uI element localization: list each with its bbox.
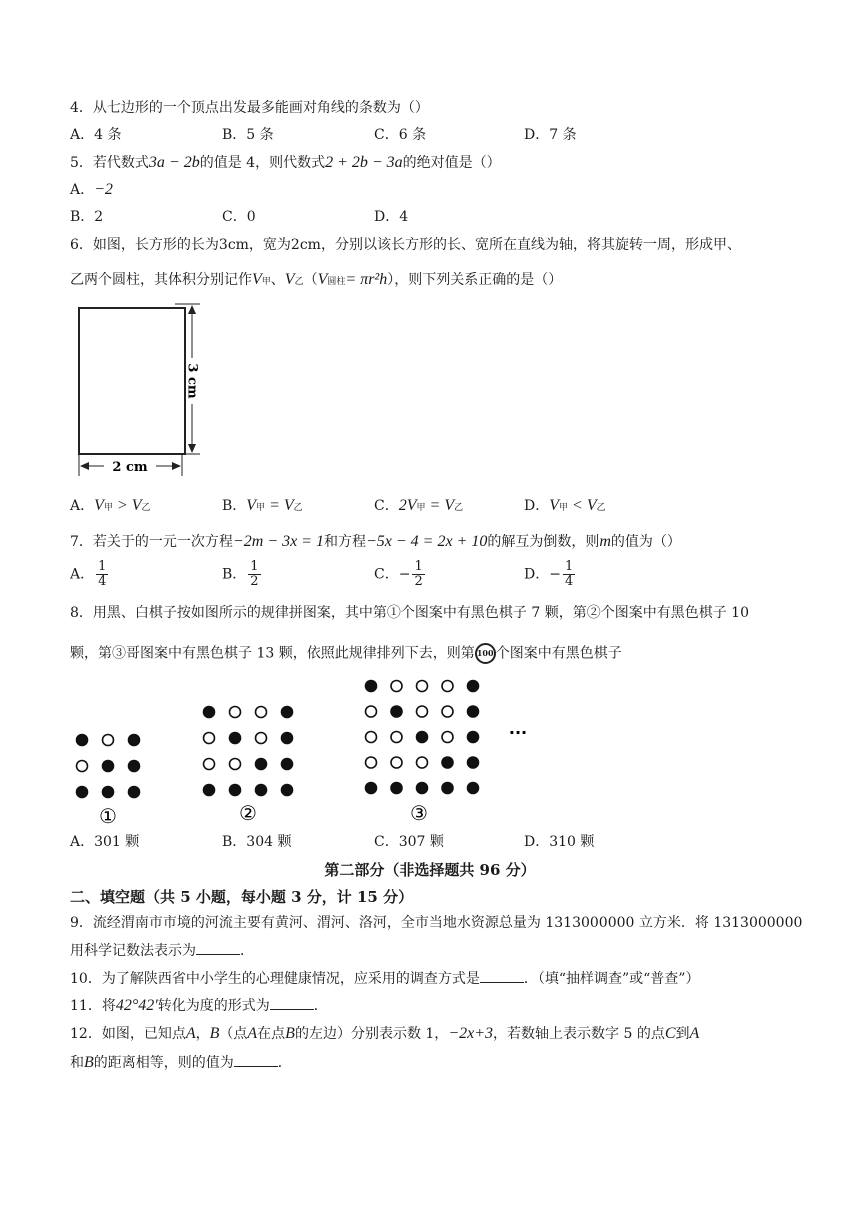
q5-option-a: A．−2 [70,181,113,198]
pattern-label-2: ② [239,801,257,825]
black-stone [256,785,267,796]
q8-option-b: B．304 颗 [222,834,292,850]
q11-answer-blank[interactable] [270,995,314,1010]
black-stone [129,735,140,746]
black-stone [256,759,267,770]
black-stone [468,732,479,743]
white-stone [103,735,114,746]
black-stone [366,783,377,794]
black-stone [282,733,293,744]
white-stone [442,706,453,717]
white-stone [204,759,215,770]
white-stone [391,757,402,768]
black-stone [77,787,88,798]
q9-line1: 9．流经渭南市市境的河流主要有黄河、渭河、洛河，全市当地水资源总量为 1313000000 立方米．将 1313000000 [70,915,803,931]
white-stone [256,707,267,718]
q7-option-d: D．− $\frac{1}{4}$ [524,559,574,589]
q8-option-c: C．307 颗 [374,834,444,850]
pattern-3 [366,681,479,794]
black-stone [468,783,479,794]
black-stone [468,757,479,768]
q6-option-b: B．V甲 = V乙 [222,497,303,514]
black-stone [366,681,377,692]
black-stone [391,706,402,717]
q4-option-d: D．7 条 [524,127,577,143]
part2-title: 第二部分（非选择题共 96 分） [324,861,536,879]
pattern-1 [77,735,140,798]
white-stone [366,706,377,717]
q7-stem: 7．若关于的一元一次方程−2m − 3x = 1和方程−5x − 4 = 2x + 10的解互为倒数，则m的值为（） [70,533,681,550]
pattern-label-1: ① [99,804,117,828]
black-stone [442,757,453,768]
black-stone [204,707,215,718]
white-stone [204,733,215,744]
width-label: 2 cm [112,460,148,475]
white-stone [391,681,402,692]
q6-rectangle-figure [70,300,210,480]
q10-stem: 10．为了解陕西省中小学生的心理健康情况，应采用的调查方式是 ．（填“抽样调查”或“普查”） [70,968,699,989]
q8-line1: 8．用黑、白棋子按如图所示的规律拼图案，其中第①个图案中有黑色棋子 7 颗，第②个图案中有黑色棋子 10 [70,605,749,621]
q8-option-d: D．310 颗 [524,834,595,850]
q6-option-d: D．V甲 < V乙 [524,497,606,514]
black-stone [468,706,479,717]
q6-line2: 乙两个圆柱，其体积分别记作V甲、V乙（V圆柱= πr²h），则下列关系正确的是（） [70,271,563,288]
ellipsis: ··· [508,723,528,742]
white-stone [230,759,241,770]
section2-title: 二、填空题（共 5 小题，每小题 3 分，计 15 分） [70,888,414,906]
white-stone [442,732,453,743]
white-stone [417,681,428,692]
black-stone [442,783,453,794]
q12-line1: 12．如图，已知点A，B（点A在点B的左边）分别表示数 1，−2x+3，若数轴上表示数字 5 的点C到A [70,1025,700,1042]
black-stone [282,707,293,718]
q4-option-b: B．5 条 [222,127,274,143]
black-stone [129,761,140,772]
q12-line2: 和B的距离相等，则的值为 ． [70,1054,292,1071]
q8-line2: 颗，第③哥图案中有黑色棋子 13 颗，依照此规律排列下去，则第 100 个图案中有黑色棋子 [70,643,622,664]
q9-answer-blank[interactable] [196,940,240,955]
white-stone [417,757,428,768]
q5-option-b: B．2 [70,209,104,225]
q4-option-c: C．6 条 [374,127,427,143]
q7-option-b: B． $\frac{1}{2}$ [222,559,259,589]
q7-option-c: C．− $\frac{1}{2}$ [374,559,423,589]
rectangle-shape [79,308,185,454]
black-stone [468,681,479,692]
q5-expr1: 3a − 2b [148,154,200,171]
q5-option-d: D．4 [374,209,409,225]
black-stone [417,732,428,743]
white-stone [391,732,402,743]
black-stone [77,735,88,746]
length-label: 3 cm [184,363,200,399]
circled-100: 100 [475,643,496,664]
q4-option-a: A．4 条 [70,127,122,143]
white-stone [417,706,428,717]
black-stone [103,787,114,798]
black-stone [282,759,293,770]
q7-option-a: A． $\frac{1}{4}$ [70,559,107,589]
black-stone [230,733,241,744]
pattern-2 [204,707,293,796]
q5-option-c: C．0 [222,209,256,225]
black-stone [230,785,241,796]
q8-option-a: A．301 颗 [70,834,140,850]
white-stone [366,732,377,743]
white-stone [366,757,377,768]
white-stone [77,761,88,772]
black-stone [282,785,293,796]
black-stone [391,783,402,794]
q5-expr2: 2 + 2b − 3a [325,154,403,171]
q10-answer-blank[interactable] [480,968,524,983]
white-stone [230,707,241,718]
q6-option-c: C．2V甲 = V乙 [374,497,464,514]
black-stone [417,783,428,794]
q11-stem: 11．将42°42′转化为度的形式为 ． [70,997,328,1014]
white-stone [442,681,453,692]
q5-stem: 5．若代数式3a − 2b的值是 4，则代数式2 + 2b − 3a的绝对值是（） [70,154,501,171]
black-stone [103,761,114,772]
q4-stem: 4．从七边形的一个顶点出发最多能画对角线的条数为（） [70,100,429,116]
q9-line2: 用科学记数法表示为 ． [70,940,254,961]
q12-answer-blank[interactable] [234,1052,278,1067]
pattern-label-3: ③ [410,801,428,825]
white-stone [256,733,267,744]
black-stone [129,787,140,798]
q6-option-a: A．V甲 > V乙 [70,497,151,514]
q8-chess-pattern-figure [60,670,540,830]
q6-line1: 6．如图，长方形的长为3cm，宽为2cm，分别以该长方形的长、宽所在直线为轴，将其旋转一周，形成甲、 [70,237,741,253]
black-stone [204,785,215,796]
